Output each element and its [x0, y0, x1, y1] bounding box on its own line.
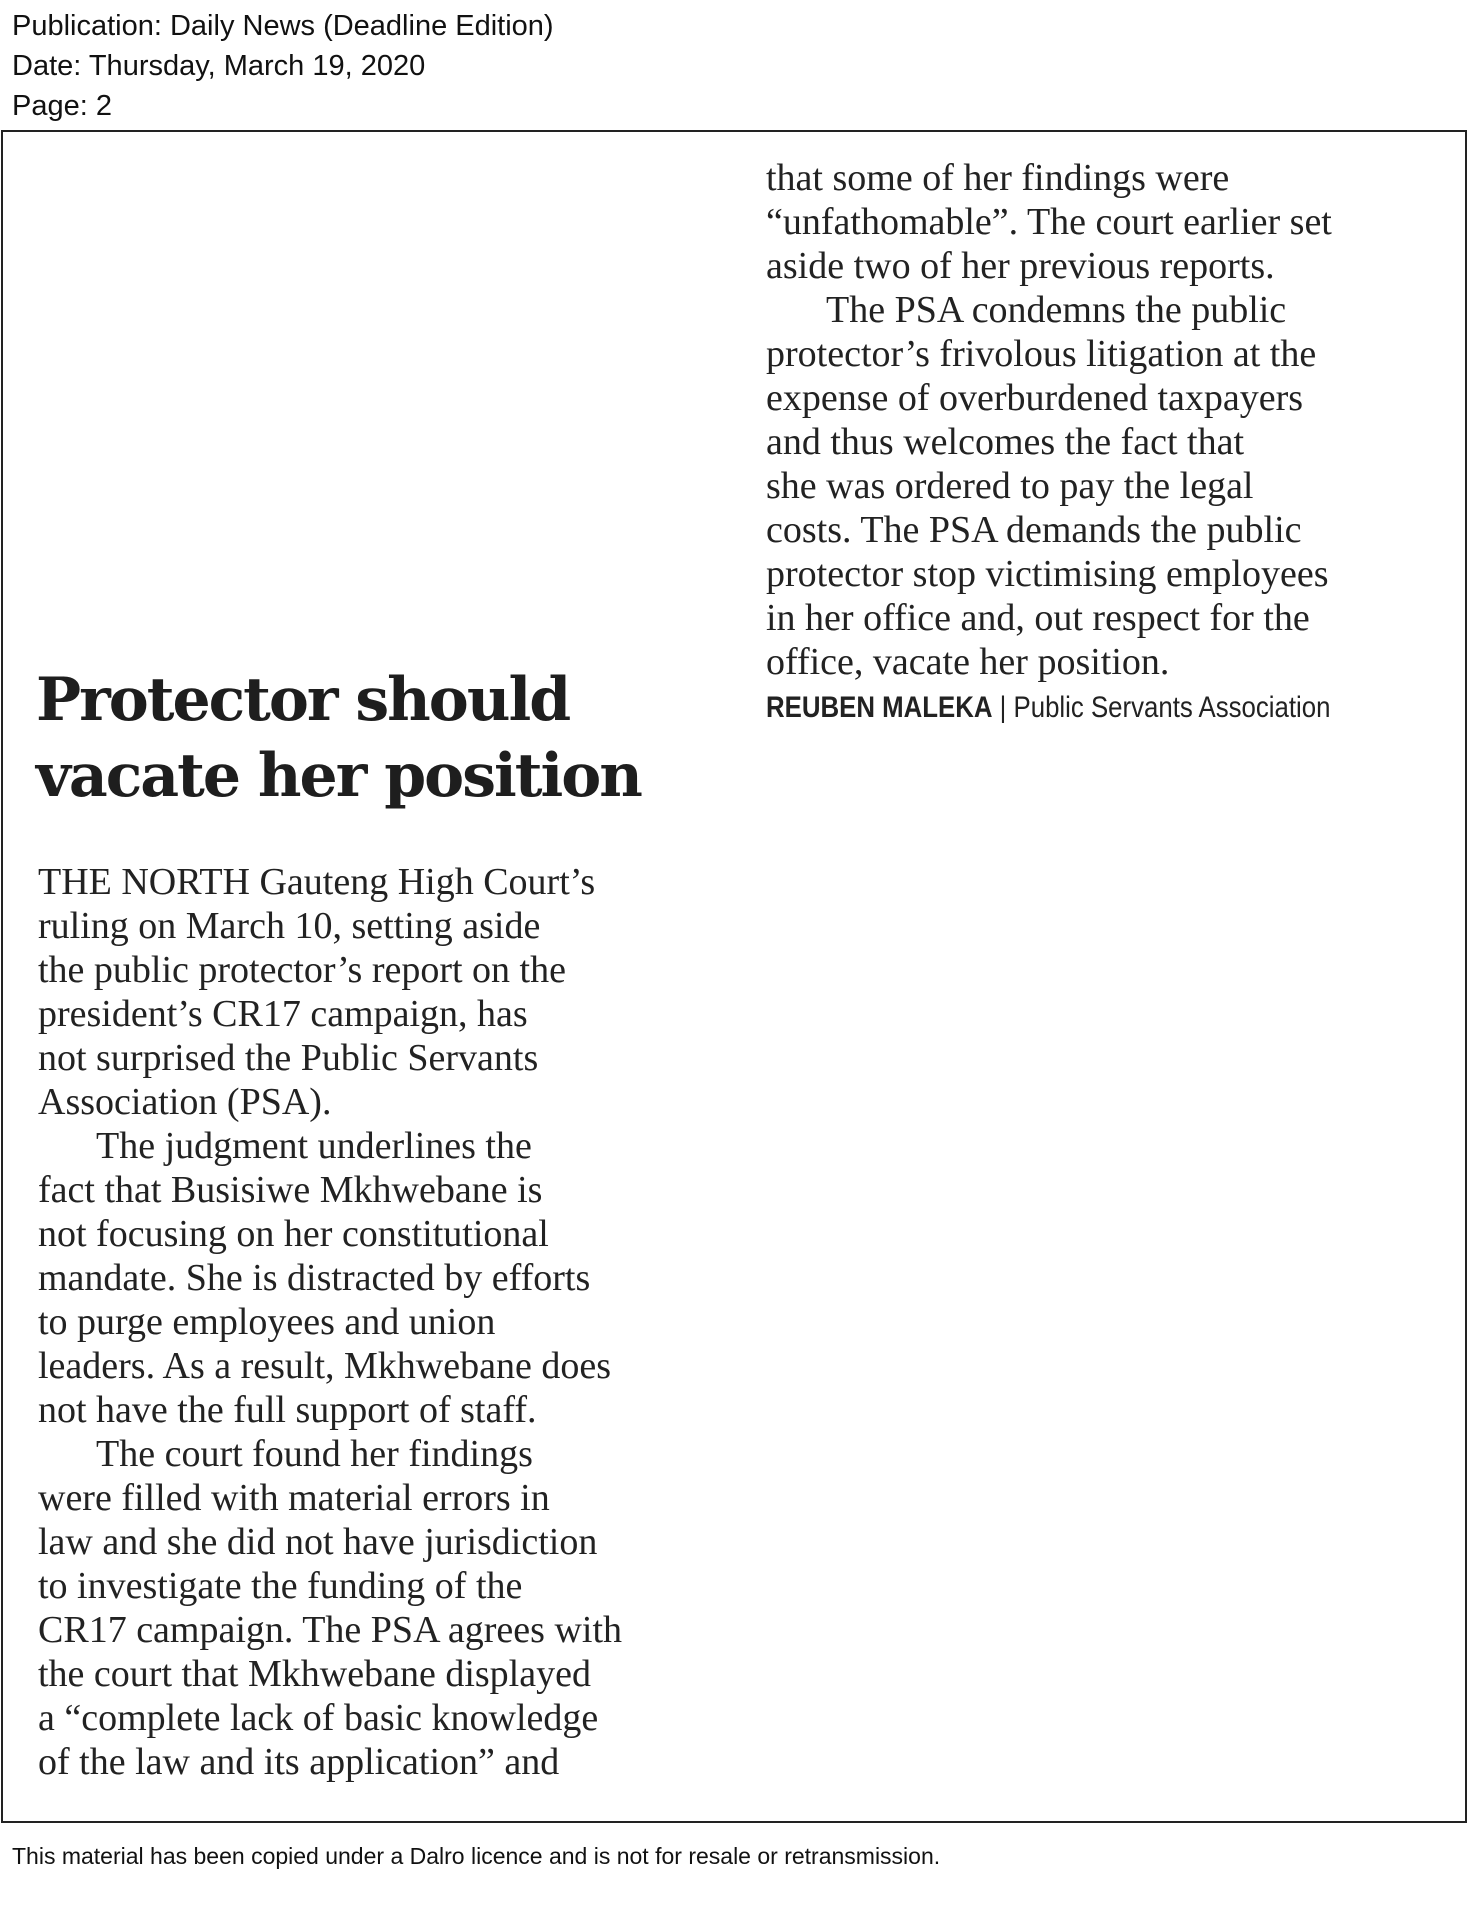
body-line: mandate. She is distracted by efforts	[38, 1257, 591, 1299]
body-line: ruling on March 10, setting aside	[38, 905, 541, 947]
body-line: aside two of her previous reports.	[766, 245, 1275, 287]
body-line: protector’s frivolous litigation at the	[766, 333, 1317, 375]
byline-separator: |	[992, 691, 1014, 724]
body-line: THE NORTH Gauteng High Court’s	[38, 861, 596, 903]
body-line: The court found her findings	[96, 1433, 533, 1475]
body-line: and thus welcomes the fact that	[766, 421, 1245, 463]
body-line: office, vacate her position.	[766, 641, 1170, 683]
body-line: “unfathomable”. The court earlier set	[766, 201, 1332, 243]
body-line: not focusing on her constitutional	[38, 1213, 549, 1255]
body-line: The PSA condemns the public	[826, 289, 1287, 331]
byline-organization: Public Servants Association	[1013, 691, 1331, 724]
body-line: leaders. As a result, Mkhwebane does	[38, 1345, 612, 1387]
article-headline	[36, 662, 641, 814]
body-line: The judgment underlines the	[96, 1125, 532, 1167]
body-line: she was ordered to pay the legal	[766, 465, 1254, 507]
author-byline	[766, 688, 1330, 728]
body-line: protector stop victimising employees	[766, 553, 1329, 595]
body-line: a “complete lack of basic knowledge	[38, 1697, 599, 1739]
body-line: law and she did not have jurisdiction	[38, 1521, 598, 1563]
body-line: to purge employees and union	[38, 1301, 496, 1343]
body-line: the public protector’s report on the	[38, 949, 566, 991]
headline-line: Protector should	[36, 665, 570, 735]
body-line: expense of overburdened taxpayers	[766, 377, 1304, 419]
headline-line: vacate her position	[36, 741, 641, 811]
copyright-notice: This material has been copied under a Dalro licence and is not for resale or retransmission.	[12, 1843, 941, 1869]
body-line: of the law and its application” and	[38, 1741, 560, 1783]
body-line: were filled with material errors in	[38, 1477, 550, 1519]
body-line: fact that Busisiwe Mkhwebane is	[38, 1169, 543, 1211]
date-line: Date: Thursday, March 19, 2020	[12, 50, 426, 82]
byline-author: REUBEN MALEKA	[766, 691, 993, 724]
body-line: costs. The PSA demands the public	[766, 509, 1302, 551]
body-line: that some of her findings were	[766, 157, 1230, 199]
body-line: Association (PSA).	[38, 1081, 332, 1123]
body-line: in her office and, out respect for the	[766, 597, 1310, 639]
body-line: to investigate the funding of the	[38, 1565, 523, 1607]
body-line: not have the full support of staff.	[38, 1389, 537, 1431]
body-line: the court that Mkhwebane displayed	[38, 1653, 591, 1695]
publication-line: Publication: Daily News (Deadline Edition)	[12, 10, 554, 42]
body-line: president’s CR17 campaign, has	[38, 993, 528, 1035]
page-number-line: Page: 2	[12, 90, 112, 122]
body-line: CR17 campaign. The PSA agrees with	[38, 1609, 623, 1651]
body-line: not surprised the Public Servants	[38, 1037, 539, 1079]
